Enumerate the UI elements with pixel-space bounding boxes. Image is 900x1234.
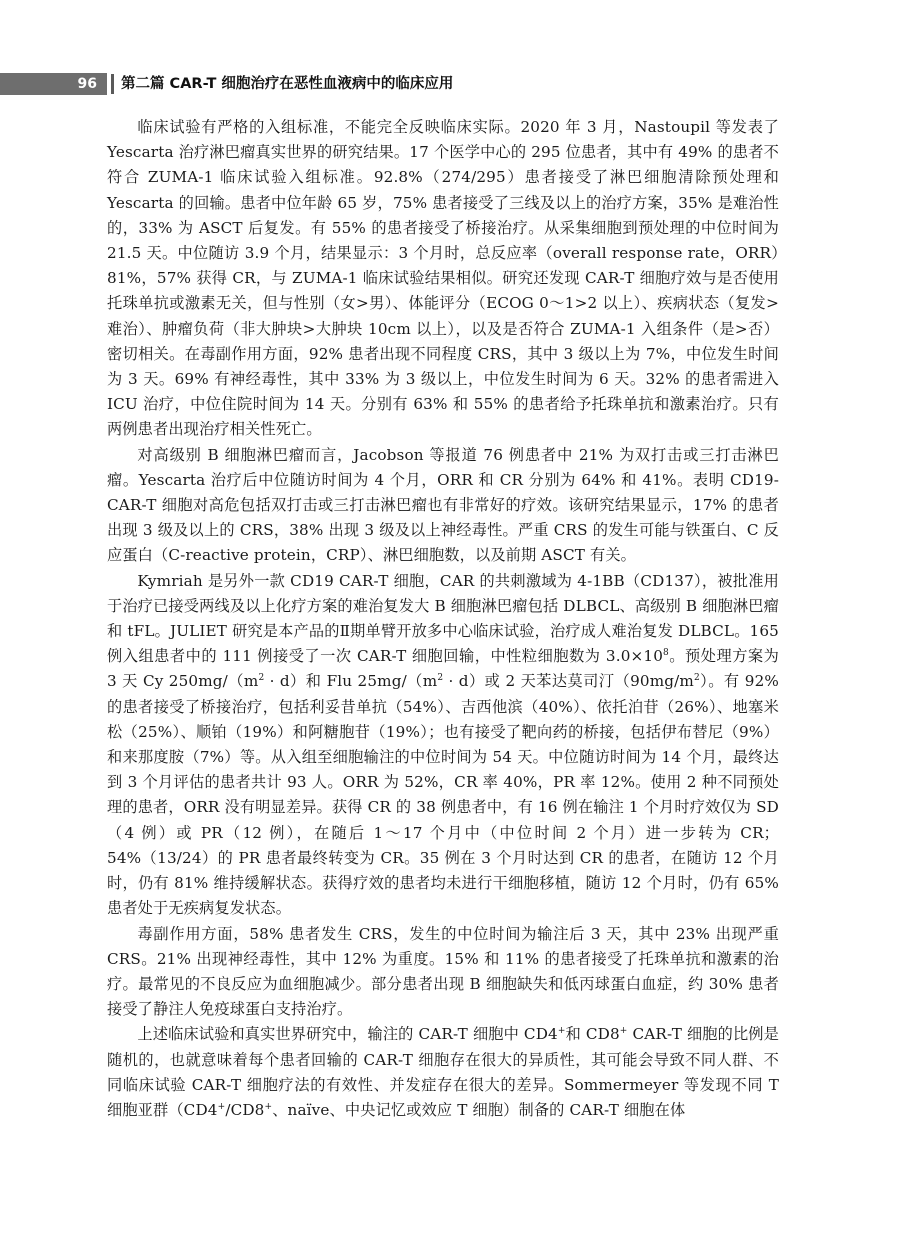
superscript: 8 <box>663 648 669 659</box>
text-run: 和 CD8 <box>565 1025 620 1044</box>
superscript: 2 <box>437 673 444 684</box>
text-run: 对高级别 B 细胞淋巴瘤而言，Jacobson 等报道 76 例患者中 21% 为双打击或三打击淋巴瘤。Yescarta 治疗后中位随访时间为 4 个月，ORR 和 CR 分别为 64% 和 41%。表明 CD19-CAR-T 细胞对高危包括双打击或三打击淋巴瘤也有非常好的疗效。该研究结果显示，17% 的患者出现 3 级及以上的 CRS，38% 出现 3 级及以上神经毒性。严重 CRS 的发生可能与铁蛋白、C 反应蛋白（C-reactive protein，CRP）、淋巴细胞数，以及前期 ASCT 有关。 <box>107 445 779 565</box>
page-number: 96 <box>0 73 107 95</box>
text-run: Kymriah 是另外一款 CD19 CAR-T 细胞，CAR 的共刺激域为 4-1BB（CD137），被批准用于治疗已接受两线及以上化疗方案的难治复发大 B 细胞淋巴瘤包括 DLBCL、高级别 B 细胞淋巴瘤和 tFL。JULIET 研究是本产品的Ⅱ期单臂开放多中心临床试验，治疗成人难治复发 DLBCL。165 例入组患者中的 111 例接受了一次 CAR-T 细胞回输，中性粒细胞数为 3.0×10 <box>107 571 779 666</box>
text-run: CAR-T 细胞的比例是随机的，也就意味着每个患者回输的 CAR-T 细胞存在很大的异质性，其可能会导致不同人群、不同临床试验 CAR-T 细胞疗法的有效性、并发症存在很大的差异。Sommermeyer 等发现不同 T 细胞亚群（CD4 <box>107 1025 779 1119</box>
text-run: · d）或 2 天苯达莫司汀（90mg/m <box>443 672 694 691</box>
body-text <box>107 115 779 1123</box>
body-paragraph <box>107 569 779 922</box>
text-run: /CD8 <box>225 1100 265 1119</box>
text-run: 毒副作用方面，58% 患者发生 CRS，发生的中位时间为输注后 3 天，其中 23% 出现严重 CRS。21% 出现神经毒性，其中 12% 为重度。15% 和 11% 的患者接受了托珠单抗和激素的治疗。最常见的不良反应为血细胞减少。部分患者出现 B 细胞缺失和低丙球蛋白血症，约 30% 患者接受了静注人免疫球蛋白支持治疗。 <box>107 924 779 1019</box>
superscript: + <box>264 1101 273 1112</box>
body-paragraph <box>107 443 779 569</box>
text-run: · d）和 Flu 25mg/（m <box>264 672 438 691</box>
text-run: 临床试验有严格的入组标准，不能完全反映临床实际。2020 年 3 月，Nastoupil 等发表了 Yescarta 治疗淋巴瘤真实世界的研究结果。17 个医学中心的 295 位患者，其中有 49% 的患者不符合 ZUMA-1 临床试验入组标准。92.8%（274/295）患者接受了淋巴细胞清除预处理和 Yescarta 的回输。患者中位年龄 65 岁，75% 患者接受了三线及以上的治疗方案，35% 是难治性的，33% 为 ASCT 后复发。有 55% 的患者接受了桥接治疗。从采集细胞到预处理的中位时间为 21.5 天。中位随访 3.9 个月，结果显示：3 个月时，总反应率（overall response rate，ORR）81%，57% 获得 CR，与 ZUMA-1 临床试验结果相似。研究还发现 CAR-T 细胞疗效与是否使用托珠单抗或激素无关，但与性别（女>男）、体能评分（ECOG 0～1>2 以上）、疾病状态（复发>难治）、肿瘤负荷（非大肿块>大肿块 10cm 以上），以及是否符合 ZUMA-1 入组条件（是>否）密切相关。在毒副作用方面，92% 患者出现不同程度 CRS，其中 3 级以上为 7%，中位发生时间为 3 天。69% 有神经毒性，其中 33% 为 3 级以上，中位发生时间为 6 天。32% 的患者需进入 ICU 治疗，中位住院时间为 14 天。分别有 63% 和 55% 的患者给予托珠单抗和激素治疗。只有两例患者出现治疗相关性死亡。 <box>107 118 779 439</box>
superscript: 2 <box>693 673 700 684</box>
body-paragraph <box>107 1022 779 1123</box>
text-run: ）。有 92% 的患者接受了桥接治疗，包括利妥昔单抗（54%）、吉西他滨（40%）、依托泊苷（26%）、地塞米松（25%）、顺铂（19%）和阿糖胞苷（19%）；也有接受了靶向药的桥接，包括伊布替尼（9%）和来那度胺（7%）等。从入组至细胞输注的中位时间为 54 天。中位随访时间为 14 个月，最终达到 3 个月评估的患者共计 93 人。ORR 为 52%，CR 率 40%，PR 率 12%。使用 2 种不同预处理的患者，ORR 没有明显差异。获得 CR 的 38 例患者中，有 16 例在输注 1 个月时疗效仅为 SD（4 例）或 PR（12 例），在随后 1～17 个月中（中位时间 2 个月）进一步转为 CR；54%（13/24）的 PR 患者最终转变为 CR。35 例在 3 个月时达到 CR 的患者，在随访 12 个月时，仍有 81% 维持缓解状态。获得疗效的患者均未进行干细胞移植，随访 12 个月时，仍有 65% 患者处于无疾病复发状态。 <box>107 672 779 918</box>
superscript: + <box>557 1026 566 1037</box>
header-divider <box>111 74 114 94</box>
text-run: 上述临床试验和真实世界研究中，输注的 CAR-T 细胞中 CD4 <box>137 1025 558 1044</box>
running-title: 第二篇 CAR-T 细胞治疗在恶性血液病中的临床应用 <box>121 76 454 92</box>
superscript: + <box>619 1026 628 1037</box>
superscript: 2 <box>258 673 265 684</box>
superscript: + <box>217 1101 226 1112</box>
text-run: 。预处理方案为 3 天 Cy 250mg/（m <box>107 647 779 691</box>
running-header <box>0 73 900 95</box>
text-run: 、naïve、中央记忆或效应 T 细胞）制备的 CAR-T 细胞在体 <box>272 1100 686 1119</box>
body-paragraph <box>107 115 779 443</box>
body-paragraph <box>107 922 779 1023</box>
